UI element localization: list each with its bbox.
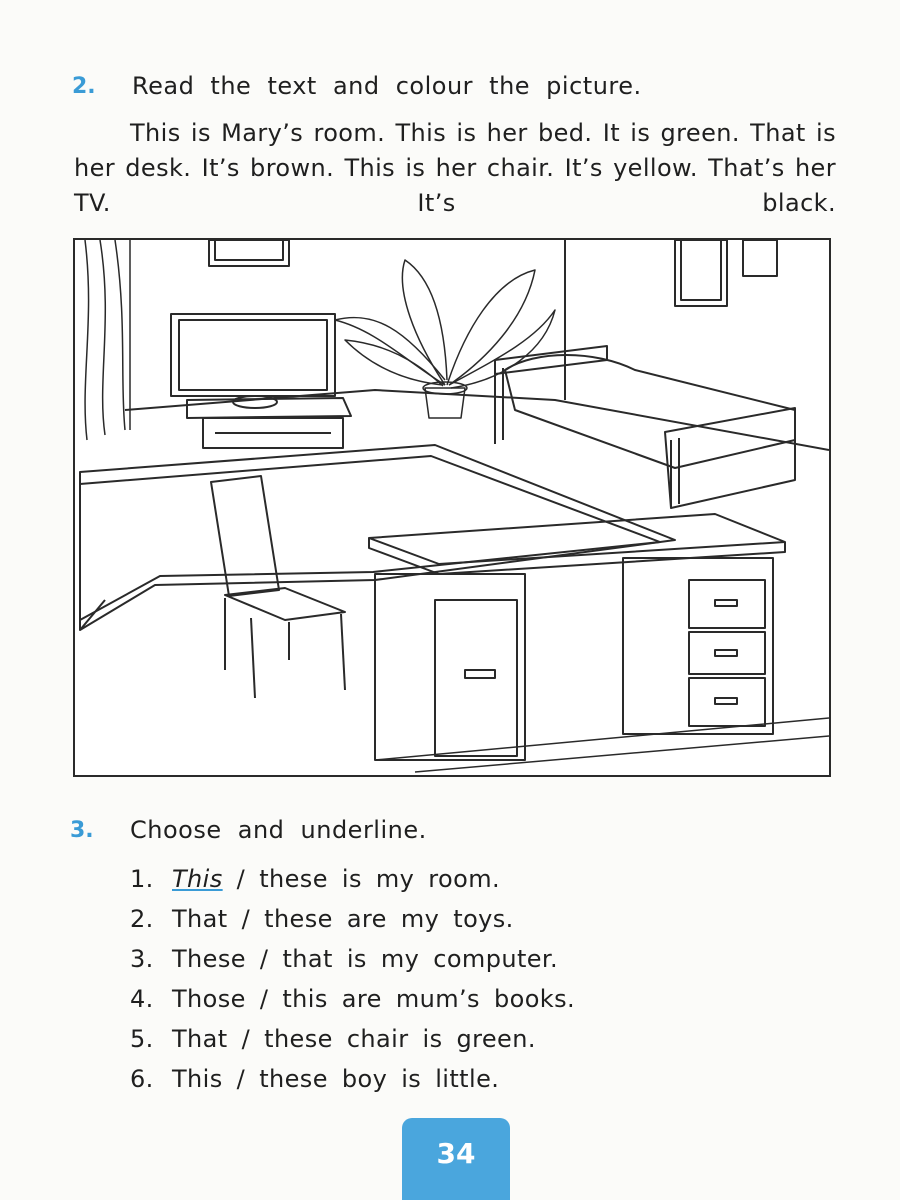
option-1[interactable]: That (172, 905, 228, 933)
separator: / (222, 865, 260, 893)
option-2[interactable]: these (259, 1065, 328, 1093)
tv (171, 314, 351, 448)
bed (495, 346, 795, 508)
list-item (130, 1062, 575, 1102)
option-2[interactable]: these (264, 905, 333, 933)
separator: / (245, 945, 283, 973)
sentence-rest: is my computer. (332, 945, 559, 973)
list-item (130, 942, 575, 982)
item-number: 4. (130, 985, 154, 1013)
option-1[interactable]: This (172, 1065, 223, 1093)
option-1[interactable]: That (172, 1025, 228, 1053)
separator: / (227, 1025, 265, 1053)
page-number-tab (402, 1118, 510, 1200)
separator: / (222, 1065, 260, 1093)
sentence-rest: are mum’s books. (327, 985, 576, 1013)
paragraph-text: This is Mary’s room. This is her bed. It is green. That is her desk. It’s brown. This is her chair. It’s yellow. That’s her TV. It’s black. (74, 119, 836, 217)
chair (211, 476, 345, 698)
option-1[interactable]: This (172, 865, 223, 893)
sentence-rest: is my room. (327, 865, 501, 893)
item-number: 3. (130, 945, 154, 973)
exercise-2-number: 2. (72, 74, 96, 99)
item-number: 5. (130, 1025, 154, 1053)
separator: / (245, 985, 283, 1013)
page-number: 34 (436, 1137, 476, 1170)
room-picture (73, 238, 831, 777)
plant (335, 260, 555, 418)
sentence-rest: chair is green. (332, 1025, 536, 1053)
choose-list (130, 862, 575, 1102)
list-item (130, 902, 575, 942)
option-2[interactable]: that (282, 945, 333, 973)
sentence-rest: are my toys. (332, 905, 514, 933)
exercise-3-instruction: Choose and underline. (130, 816, 427, 844)
option-2[interactable]: this (282, 985, 328, 1013)
list-item (130, 982, 575, 1022)
exercise-2-instruction: Read the text and colour the picture. (132, 72, 642, 100)
list-item (130, 1022, 575, 1062)
item-number: 6. (130, 1065, 154, 1093)
option-1[interactable]: These (172, 945, 246, 973)
option-2[interactable]: these (259, 865, 328, 893)
option-1[interactable]: Those (172, 985, 246, 1013)
item-number: 2. (130, 905, 154, 933)
separator: / (227, 905, 265, 933)
list-item (130, 862, 575, 902)
exercise-3-number: 3. (70, 818, 94, 843)
exercise-2-paragraph (74, 116, 836, 221)
option-2[interactable]: these (264, 1025, 333, 1053)
sentence-rest: boy is little. (327, 1065, 500, 1093)
item-number: 1. (130, 865, 154, 893)
curtain (85, 240, 130, 440)
room-illustration (75, 240, 829, 775)
